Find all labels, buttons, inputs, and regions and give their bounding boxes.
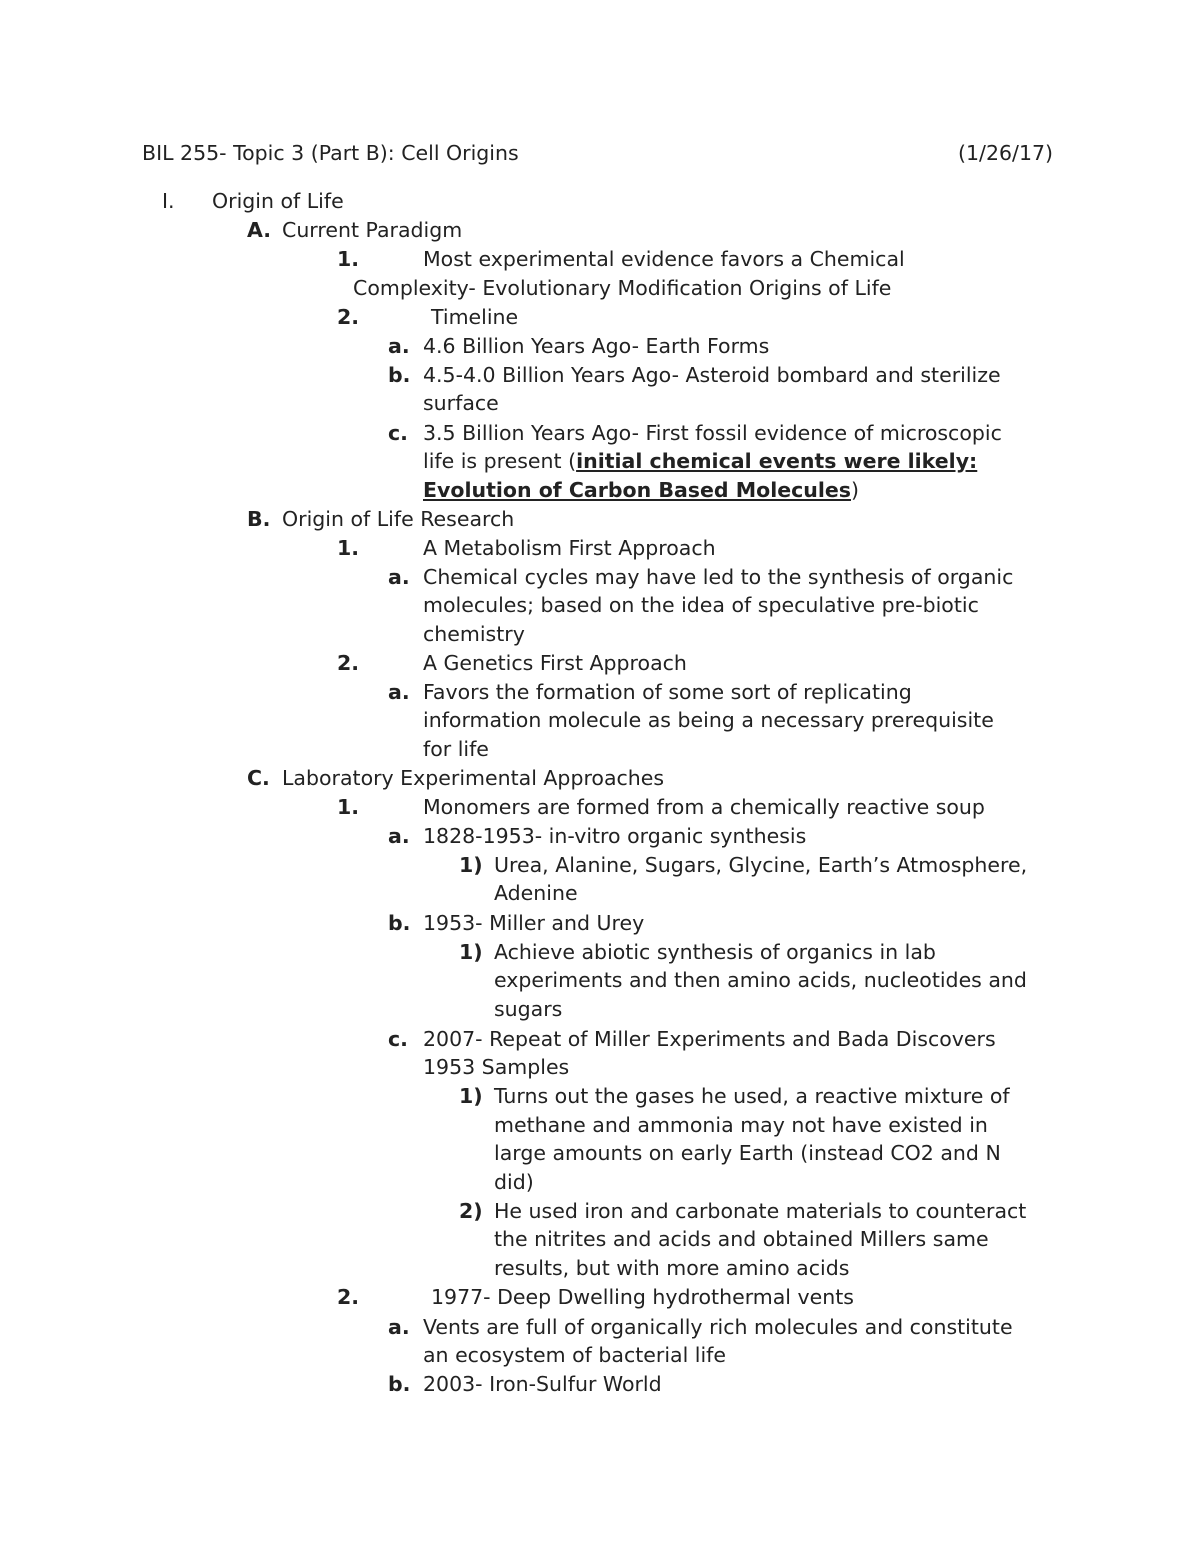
outline-text: Adenine xyxy=(494,881,578,905)
outline-text: 2003- Iron-Sulfur World xyxy=(423,1372,662,1396)
outline-marker: 1) xyxy=(459,1084,483,1108)
subsection-heading: Laboratory Experimental Approaches xyxy=(282,766,665,790)
outline-marker: B. xyxy=(247,507,271,531)
outline-text: Vents are full of organically rich molecules and constitute xyxy=(423,1315,1013,1339)
outline-text: experiments and then amino acids, nucleotides and xyxy=(494,968,1027,992)
outline-text xyxy=(423,447,977,475)
emphasis-text: Evolution of Carbon Based Molecules xyxy=(423,478,851,502)
subsection-heading: Current Paradigm xyxy=(282,218,463,242)
outline-text: He used iron and carbonate materials to counteract xyxy=(494,1199,1027,1223)
outline-text: Achieve abiotic synthesis of organics in lab xyxy=(494,940,936,964)
outline-text-plain: life is present ( xyxy=(423,449,577,473)
outline-text: 4.5-4.0 Billion Years Ago- Asteroid bombard and sterilize xyxy=(423,363,1001,387)
outline-text: Turns out the gases he used, a reactive mixture of xyxy=(494,1084,1010,1108)
outline-text: Timeline xyxy=(431,305,519,329)
subsection-heading: Origin of Life Research xyxy=(282,507,515,531)
document-title: BIL 255- Topic 3 (Part B): Cell Origins xyxy=(142,141,519,165)
outline-marker: 2. xyxy=(337,651,360,675)
outline-text: an ecosystem of bacterial life xyxy=(423,1343,727,1367)
outline-marker: b. xyxy=(388,363,411,387)
outline-text: Most experimental evidence favors a Chemical xyxy=(423,247,905,271)
outline-marker: 1. xyxy=(337,795,360,819)
document-date: (1/26/17) xyxy=(958,141,1054,165)
outline-text-plain: ) xyxy=(851,478,859,502)
outline-text: the nitrites and acids and obtained Millers same xyxy=(494,1227,989,1251)
outline-text: 3.5 Billion Years Ago- First fossil evidence of microscopic xyxy=(423,421,1002,445)
outline-marker: 2. xyxy=(337,1285,360,1309)
outline-marker: a. xyxy=(388,1315,410,1339)
outline-text: 4.6 Billion Years Ago- Earth Forms xyxy=(423,334,770,358)
outline-marker: a. xyxy=(388,680,410,704)
outline-text: 1828-1953- in-vitro organic synthesis xyxy=(423,824,807,848)
outline-text: 1953- Miller and Urey xyxy=(423,911,645,935)
outline-text: for life xyxy=(423,737,489,761)
outline-text: results, but with more amino acids xyxy=(494,1256,850,1280)
outline-marker: 2) xyxy=(459,1199,483,1223)
section-heading: Origin of Life xyxy=(212,189,344,213)
outline-text: A Genetics First Approach xyxy=(423,651,687,675)
outline-marker: A. xyxy=(247,218,272,242)
outline-text: Complexity- Evolutionary Modification Origins of Life xyxy=(353,276,892,300)
outline-marker: 1) xyxy=(459,853,483,877)
outline-marker: 1. xyxy=(337,536,360,560)
outline-marker: c. xyxy=(388,421,408,445)
outline-marker: a. xyxy=(388,334,410,358)
outline-text: molecules; based on the idea of speculative pre-biotic xyxy=(423,593,979,617)
outline-text: surface xyxy=(423,391,499,415)
outline-marker: c. xyxy=(388,1027,408,1051)
outline-text: Urea, Alanine, Sugars, Glycine, Earth’s Atmosphere, xyxy=(494,853,1028,877)
outline-text: Chemical cycles may have led to the synthesis of organic xyxy=(423,565,1014,589)
outline-marker: I. xyxy=(162,189,175,213)
outline-marker: 1) xyxy=(459,940,483,964)
outline-marker: b. xyxy=(388,911,411,935)
outline-text: Monomers are formed from a chemically reactive soup xyxy=(423,795,985,819)
outline-text: 2007- Repeat of Miller Experiments and Bada Discovers xyxy=(423,1027,996,1051)
outline-marker: a. xyxy=(388,565,410,589)
outline-marker: a. xyxy=(388,824,410,848)
outline-text: A Metabolism First Approach xyxy=(423,536,716,560)
outline-text: 1953 Samples xyxy=(423,1055,570,1079)
outline-marker: 1. xyxy=(337,247,360,271)
outline-text: 1977- Deep Dwelling hydrothermal vents xyxy=(431,1285,854,1309)
emphasis-text: initial chemical events were likely: xyxy=(576,449,978,473)
outline-text: large amounts on early Earth (instead CO2 and N xyxy=(494,1141,1001,1165)
outline-marker: C. xyxy=(247,766,270,790)
outline-text: Favors the formation of some sort of replicating xyxy=(423,680,912,704)
outline-text: chemistry xyxy=(423,622,525,646)
outline-text xyxy=(423,476,859,504)
outline-marker: b. xyxy=(388,1372,411,1396)
outline-text: information molecule as being a necessary prerequisite xyxy=(423,708,994,732)
outline-text: sugars xyxy=(494,997,563,1021)
outline-text: did) xyxy=(494,1170,534,1194)
outline-text: methane and ammonia may not have existed in xyxy=(494,1113,988,1137)
outline-marker: 2. xyxy=(337,305,360,329)
